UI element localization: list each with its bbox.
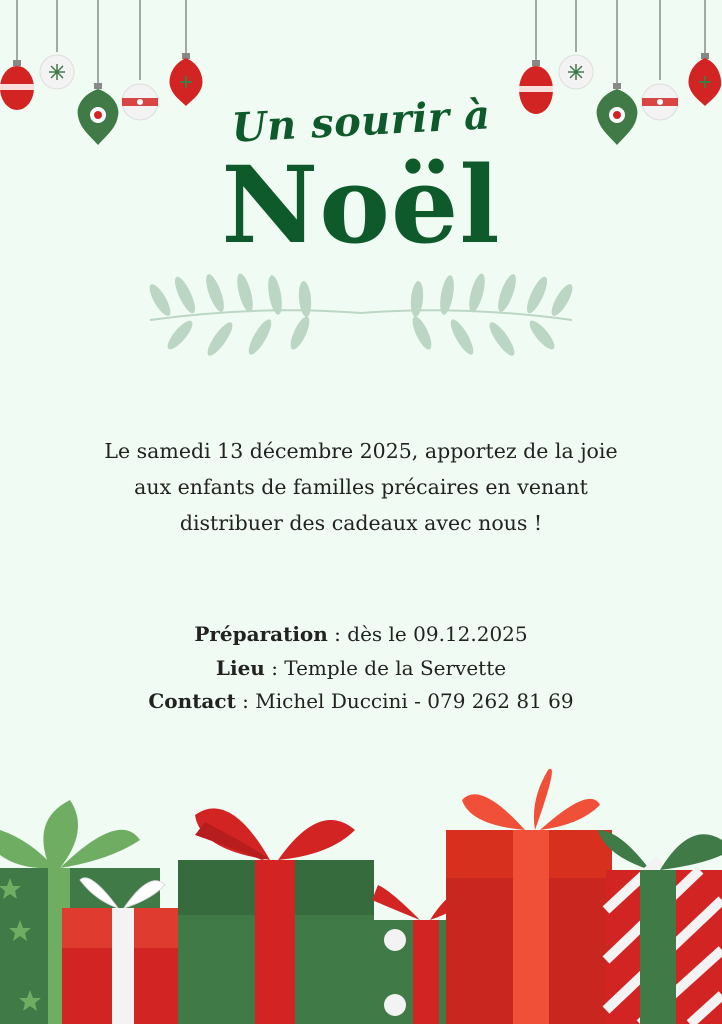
ornament-icon bbox=[0, 60, 34, 110]
leaf-garland-icon bbox=[140, 265, 582, 365]
page-title: Noël bbox=[221, 142, 501, 267]
gift-box-icon bbox=[178, 808, 374, 1024]
details bbox=[60, 618, 662, 719]
ornament-icon bbox=[170, 53, 203, 106]
detail-separator: : bbox=[235, 689, 256, 713]
detail-label: Lieu bbox=[215, 655, 265, 680]
ornament-icon bbox=[559, 55, 593, 89]
ornament-icon bbox=[40, 55, 74, 89]
detail-value: dès le 09.12.2025 bbox=[347, 622, 528, 646]
detail-label: Préparation bbox=[194, 622, 328, 646]
detail-separator: : bbox=[327, 622, 348, 646]
detail-value: Michel Duccini - 079 262 81 69 bbox=[255, 689, 574, 713]
detail-separator: : bbox=[264, 655, 285, 680]
detail-value: Temple de la Servette bbox=[284, 655, 507, 680]
subtitle: Un sourir à bbox=[230, 91, 492, 152]
gift-boxes bbox=[0, 760, 722, 1024]
detail-label: Contact bbox=[148, 689, 236, 713]
gift-box-icon bbox=[446, 769, 612, 1024]
intro-text: Le samedi 13 décembre 2025, apportez de la joie aux enfants de familles précaires en venant distribuer des cadeaux avec nous ! bbox=[104, 439, 618, 535]
detail-preparation bbox=[60, 618, 662, 652]
detail-contact bbox=[60, 685, 662, 719]
detail-location bbox=[60, 652, 662, 686]
gift-box-icon bbox=[598, 830, 722, 1024]
